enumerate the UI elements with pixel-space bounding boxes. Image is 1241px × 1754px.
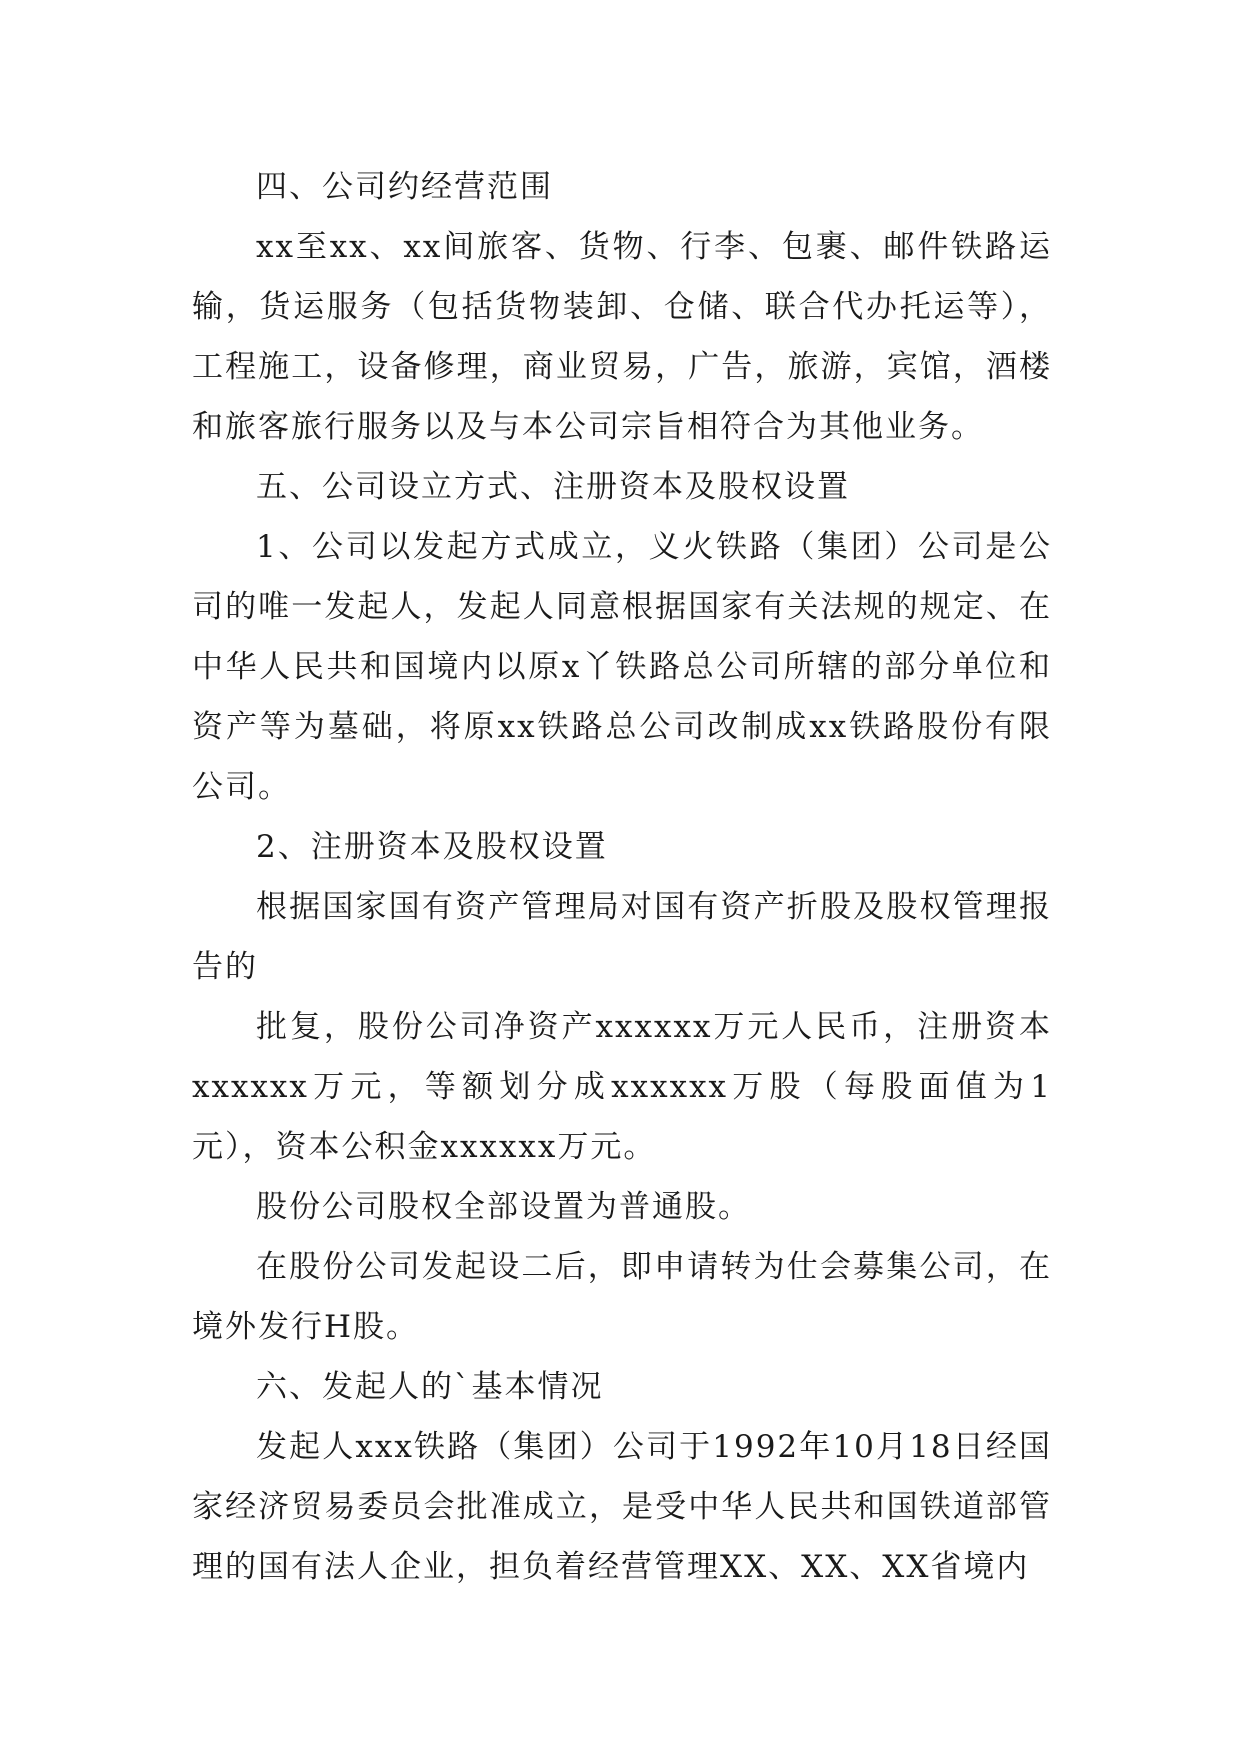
paragraph-asset-report: 根据国家国有资产管理局对国有资产折股及股权管理报告的 [192, 889, 1052, 985]
paragraph-common-stock: 股份公司股权全部设置为普通股。 [256, 1189, 751, 1225]
heading-business-scope: 四、公司约经营范围 [256, 169, 553, 205]
paragraph-promoter-details: 发起人xxx铁路（集团）公司于1992年10月18日经国家经济贸易委员会批准成立，是受中华人民共和国铁道部管理的国有法人企业，担负着经营管理XX、XX、XX省境内 [192, 1429, 1052, 1585]
heading-registered-capital: 2、注册资本及股权设置 [256, 829, 608, 865]
paragraph-capital-approval: 批复，股份公司净资产xxxxxx万元人民币，注册资本xxxxxx万元，等额划分成xxxxxx万股（每股面值为1元），资本公积金xxxxxx万元。 [192, 1009, 1052, 1165]
paragraph-establishment-method: 1、公司以发起方式成立，义火铁路（集团）公司是公司的唯一发起人，发起人同意根据国家有关法规的规定、在中华人民共和国境内以原x丫铁路总公司所辖的部分单位和资产等为墓础，将原xx铁路总公司改制成xx铁路股份有限公司。 [192, 529, 1052, 805]
paragraph-business-scope: xx至xx、xx间旅客、货物、行李、包裹、邮件铁路运输，货运服务（包括货物装卸、仓储、联合代办托运等），工程施工，设备修理，商业贸易，广告，旅游，宾馆，酒楼和旅客旅行服务以及与本公司宗旨相符合为其他业务。 [192, 229, 1052, 445]
document-body [192, 157, 1052, 1597]
heading-promoter-info: 六、发起人的`基本情况 [256, 1369, 604, 1405]
heading-establishment: 五、公司设立方式、注册资本及股权设置 [256, 469, 850, 505]
paragraph-h-shares: 在股份公司发起设二后，即申请转为仕会募集公司，在境外发行H股。 [192, 1249, 1052, 1345]
